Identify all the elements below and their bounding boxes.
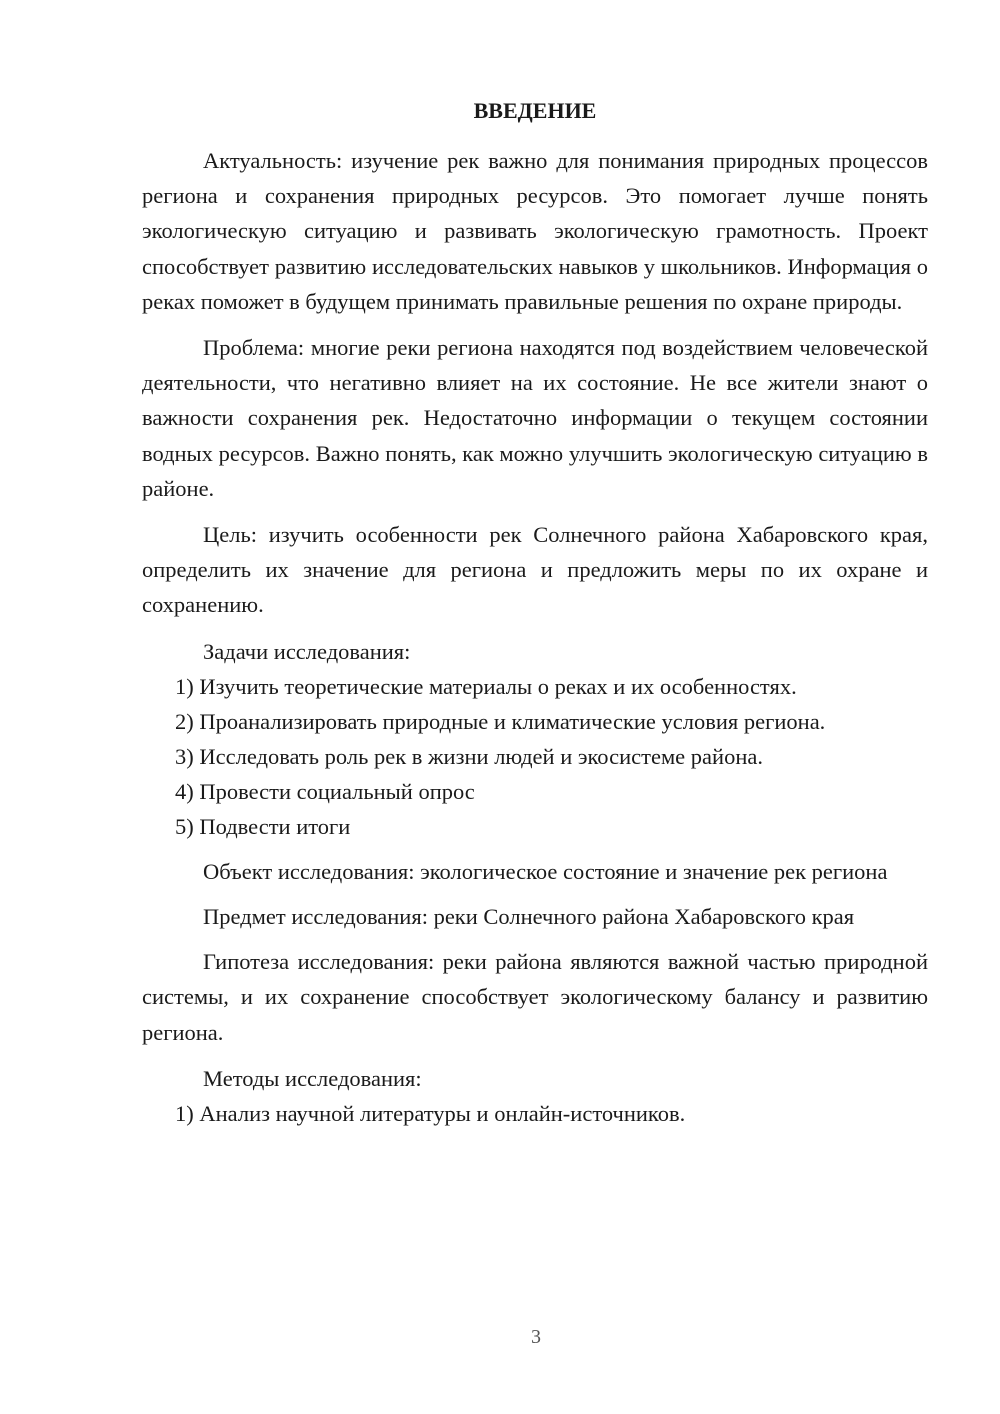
- paragraph-hypothesis: Гипотеза исследования: реки района являются важной частью природной системы, и их сохранение способствует экологическому балансу и развитию региона.: [142, 949, 928, 1045]
- list-item: 2) Проанализировать природные и климатические условия региона.: [175, 708, 826, 734]
- paragraph-relevance: Актуальность: изучение рек важно для понимания природных процессов региона и сохранения природных ресурсов. Это помогает лучше понять экологическую ситуацию и развивать экологическую грамотность. Проект способствует развитию исследовательских навыков у школьников. Информация о реках поможет в будущем принимать правильные решения по охране природы.: [142, 148, 928, 314]
- list-item: 4) Провести социальный опрос: [175, 778, 475, 804]
- list-item: 1) Изучить теоретические материалы о реках и их особенностях.: [175, 673, 797, 699]
- list-item: 1) Анализ научной литературы и онлайн-источников.: [175, 1101, 686, 1127]
- paragraph-object: Объект исследования: экологическое состояние и значение рек региона: [203, 858, 888, 884]
- paragraph-subject: Предмет исследования: реки Солнечного района Хабаровского края: [203, 904, 855, 930]
- page-number: 3: [531, 1326, 541, 1348]
- tasks-heading: Задачи исследования:: [203, 638, 411, 664]
- tasks-list: [142, 669, 928, 844]
- paragraph-goal: Цель: изучить особенности рек Солнечного района Хабаровского края, определить их значение для региона и предложить меры по их охране и сохранению.: [142, 522, 928, 618]
- document-title: ВВЕДЕНИЕ: [473, 98, 597, 123]
- methods-list: [142, 1096, 928, 1131]
- list-item: 3) Исследовать роль рек в жизни людей и экосистеме района.: [175, 743, 763, 769]
- list-item: 5) Подвести итоги: [175, 813, 351, 839]
- paragraph-problem: Проблема: многие реки региона находятся под воздействием человеческой деятельности, что негативно влияет на их состояние. Не все жители знают о важности сохранения рек. Недостаточно информации о текущем состоянии водных ресурсов. Важно понять, как можно улучшить экологическую ситуацию в районе.: [142, 335, 928, 501]
- document-page: [142, 93, 928, 1131]
- methods-heading: Методы исследования:: [203, 1065, 422, 1091]
